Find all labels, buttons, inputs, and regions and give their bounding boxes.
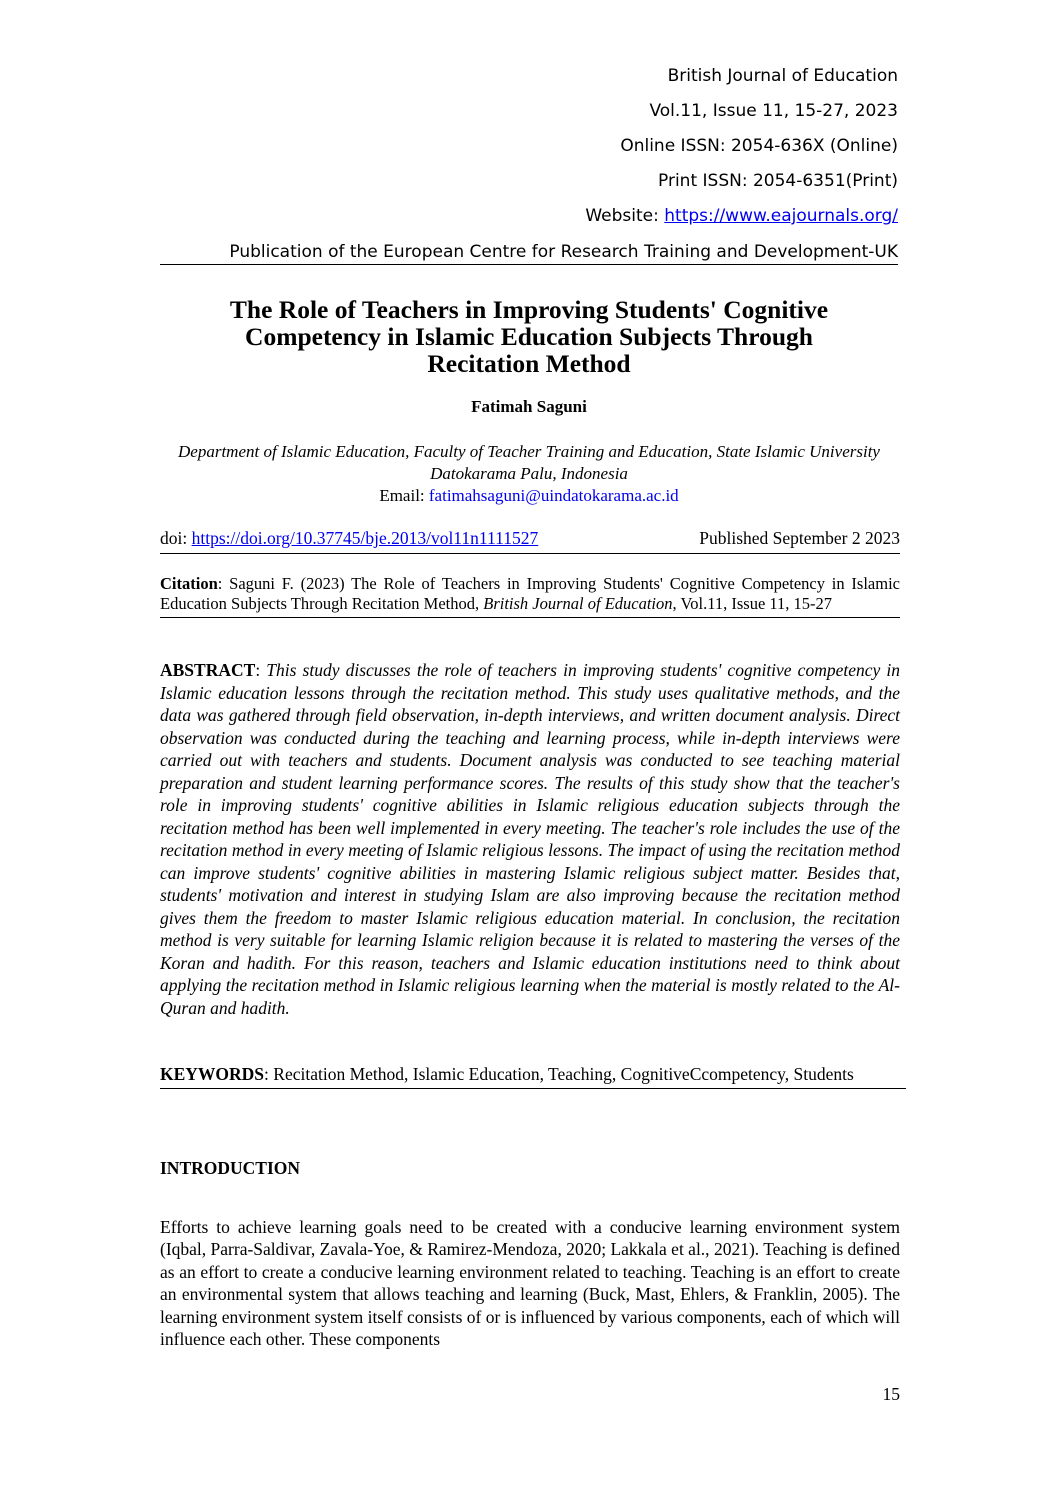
section-heading: INTRODUCTION [160, 1158, 301, 1178]
citation-label: Citation [160, 574, 218, 593]
doi-label: doi: [160, 528, 192, 548]
doi-row [160, 528, 900, 554]
email-link[interactable]: fatimahsaguni@uindatokarama.ac.id [428, 486, 679, 505]
citation-journal: British Journal of Education [483, 594, 673, 613]
title-line: Recitation Method [427, 349, 631, 378]
volume-info: Vol.11, Issue 11, 15-27, 2023 [649, 101, 898, 121]
website-link[interactable]: https://www.eajournals.org/ [664, 206, 898, 226]
paper-title [140, 296, 918, 377]
affiliation-block [150, 441, 908, 507]
title-line: The Role of Teachers in Improving Students' Cognitive [229, 295, 829, 324]
title-line: Competency in Islamic Education Subjects Through [245, 322, 813, 351]
print-issn: Print ISSN: 2054-6351(Print) [658, 171, 898, 191]
affiliation: Department of Islamic Education, Faculty of Teacher Training and Education, State Islamic University Datokarama Palu, Indonesia [178, 442, 880, 483]
keywords [160, 1063, 906, 1089]
email-line [150, 485, 908, 507]
author-name: Fatimah Saguni [471, 397, 587, 416]
citation [160, 574, 900, 618]
online-issn: Online ISSN: 2054-636X (Online) [620, 136, 898, 156]
citation-text: : Saguni F. (2023) The Role of Teachers in Improving Students' Cognitive Competency in Islamic Education Subjects Through Recitation Method, [160, 574, 900, 613]
abstract: ABSTRACT: This study discusses the role of teachers in improving students' cognitive competency in Islamic education lessons through the recitation method. This study uses qualitative methods, and the data was gathered through field observation, in-depth interviews, and written document analysis. Direct observation was conducted during the teaching and learning process, while in-depth interviews were carried out with teachers and students. Document analysis was conducted to see teaching material preparation and student learning performance scores. The results of this study show that the teacher's role in improving students' cognitive abilities in Islamic religious education subjects through the recitation method has been well implemented in every meeting. The teacher's role includes the use of the recitation method in every meeting of Islamic religious lessons. The impact of using the recitation method can improve students' cognitive abilities in mastering Islamic religious subject matter. Besides that, students' motivation and interest in studying Islam are also improving because the recitation method gives them the freedom to master Islamic religious education material. In conclusion, the recitation method is very suitable for learning Islamic religion because it is related to mastering the verses of the Koran and hadith. For this reason, teachers and Islamic education institutions need to think about applying the recitation method in Islamic religious learning when the material is mostly related to the Al-Quran and hadith. [160, 660, 900, 1018]
website-line [585, 206, 898, 226]
journal-name: British Journal of Education [667, 66, 898, 86]
keywords-text: : Recitation Method, Islamic Education, Teaching, CognitiveCcompetency, Students [264, 1064, 854, 1084]
publisher-line: Publication of the European Centre for Research Training and Development-UK [160, 242, 898, 265]
doi-link[interactable]: https://doi.org/10.37745/bje.2013/vol11n1111527 [191, 528, 539, 548]
published-date: Published September 2 2023 [699, 528, 900, 548]
email-label: Email: [379, 486, 429, 505]
abstract-text: This study discusses the role of teachers in improving students' cognitive competency in Islamic education lessons through the recitation method. This study uses qualitative methods, and the data was gathered through field observation, in-depth interviews, and written document analysis. Direct observation was conducted during the teaching and learning process, while in-depth interviews were carried out with teachers and students. Document analysis was conducted to see teaching material preparation and student learning performance scores. The results of this study show that the teacher's role in improving students' cognitive abilities in Islamic religious education subjects through the recitation method has been well implemented in every meeting. The teacher's role includes the use of the recitation method in every meeting of Islamic religious lessons. The impact of using the recitation method can improve students' cognitive abilities in mastering Islamic religious subject matter. Besides that, students' motivation and interest in studying Islam are also improving because the recitation method gives them the freedom to master Islamic religious education material. In conclusion, the recitation method is very suitable for learning Islamic religion because it is related to mastering the verses of the Koran and hadith. For this reason, teachers and Islamic education institutions need to think about applying the recitation method in Islamic religious learning when the material is mostly related to the Al-Quran and hadith. [160, 660, 900, 1018]
intro-paragraph: Efforts to achieve learning goals need to be created with a conducive learning environment system (Iqbal, Parra-Saldivar, Zavala-Yoe, & Ramirez-Mendoza, 2020; Lakkala et al., 2021). Teaching is defined as an effort to create a conducive learning environment related to teaching. Teaching is an effort to create an environmental system that allows teaching and learning (Buck, Mast, Ehlers, & Franklin, 2005). The learning environment system itself consists of or is influenced by various components, each of which will influence each other. These components [160, 1217, 900, 1350]
abstract-label: ABSTRACT [160, 660, 256, 680]
page-number: 15 [882, 1384, 900, 1404]
citation-text-end: , Vol.11, Issue 11, 15-27 [672, 594, 833, 613]
keywords-label: KEYWORDS [160, 1064, 265, 1084]
website-label: Website: [585, 206, 665, 226]
